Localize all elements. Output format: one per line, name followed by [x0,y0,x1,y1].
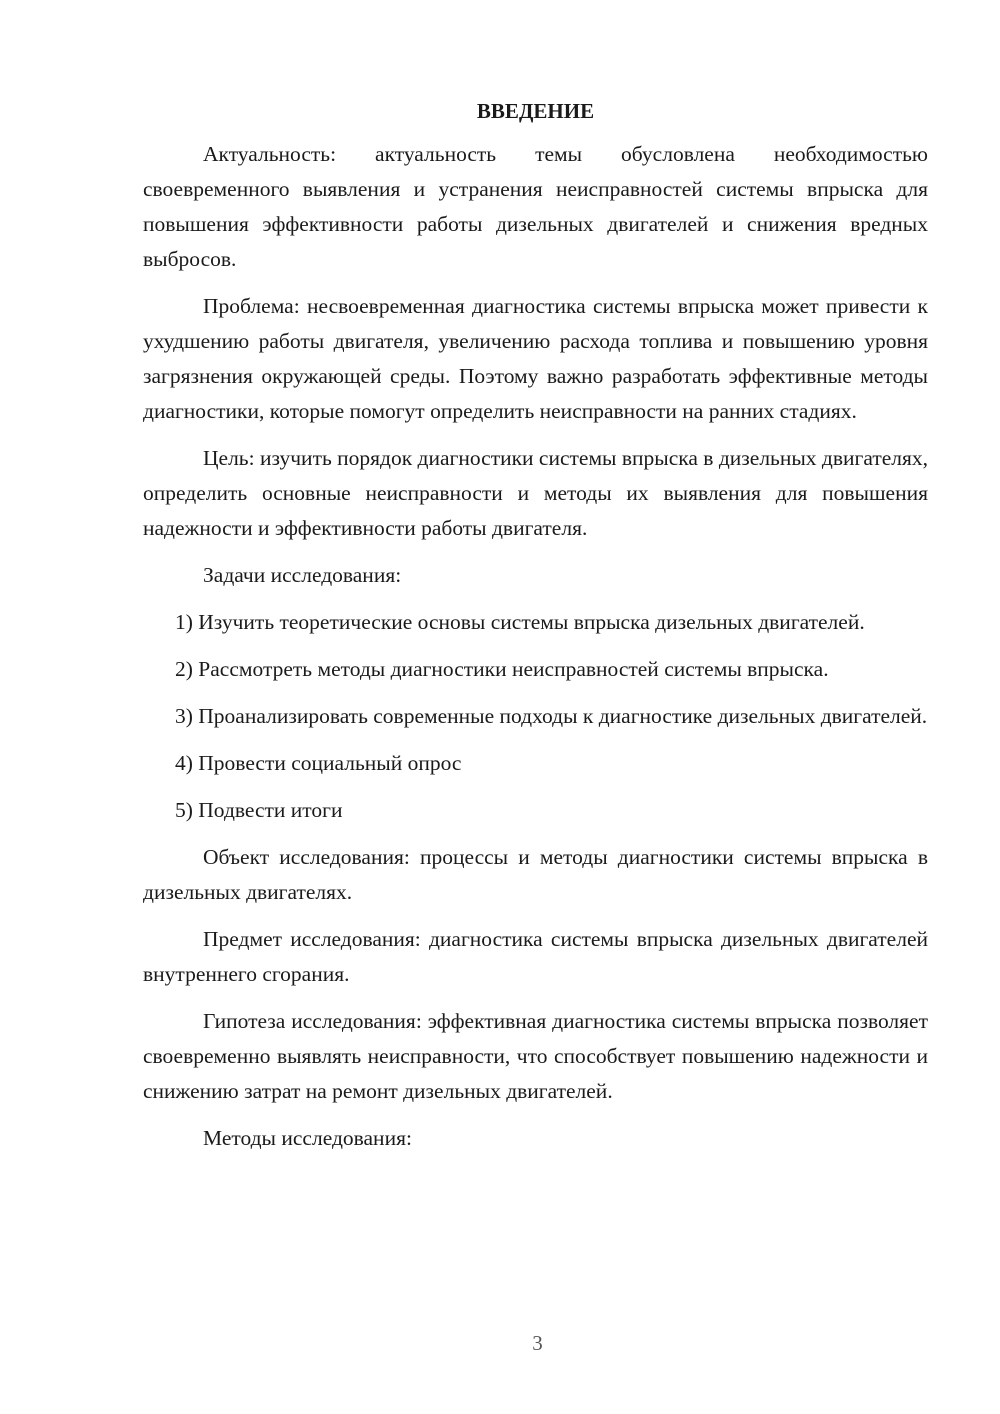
page-number: 3 [532,1331,543,1355]
paragraph-relevance: Актуальность: актуальность темы обусловлена необходимостью своевременного выявления и устранения неисправностей системы впрыска для повышения эффективности работы дизельных двигателей и снижения вредных выбросов. [143,142,928,271]
task-item-2: 2) Рассмотреть методы диагностики неисправностей системы впрыска. [175,657,829,681]
task-item-5: 5) Подвести итоги [175,798,343,822]
paragraph-tasks-heading: Задачи исследования: [203,563,402,587]
task-item-1: 1) Изучить теоретические основы системы впрыска дизельных двигателей. [175,610,865,634]
paragraph-goal: Цель: изучить порядок диагностики системы впрыска в дизельных двигателях, определить основные неисправности и методы их выявления для повышения надежности и эффективности работы двигателя. [143,446,929,540]
section-title: ВВЕДЕНИЕ [476,99,595,123]
paragraph-methods: Методы исследования: [203,1126,412,1150]
task-item-4: 4) Провести социальный опрос [175,751,462,775]
paragraph-subject: Предмет исследования: диагностика системы впрыска дизельных двигателей внутреннего сгорания. [143,927,928,986]
paragraph-object: Объект исследования: процессы и методы диагностики системы впрыска в дизельных двигателях. [143,845,928,904]
paragraph-hypothesis: Гипотеза исследования: эффективная диагностика системы впрыска позволяет своевременно выявлять неисправности, что способствует повышению надежности и снижению затрат на ремонт дизельных двигателей. [143,1009,928,1103]
document-page [143,94,928,1156]
paragraph-problem: Проблема: несвоевременная диагностика системы впрыска может привести к ухудшению работы двигателя, увеличению расхода топлива и повышению уровня загрязнения окружающей среды. Поэтому важно разработать эффективные методы диагностики, которые помогут определить неисправности на ранних стадиях. [143,294,928,423]
task-item-3: 3) Проанализировать современные подходы к диагностике дизельных двигателей. [175,704,928,728]
